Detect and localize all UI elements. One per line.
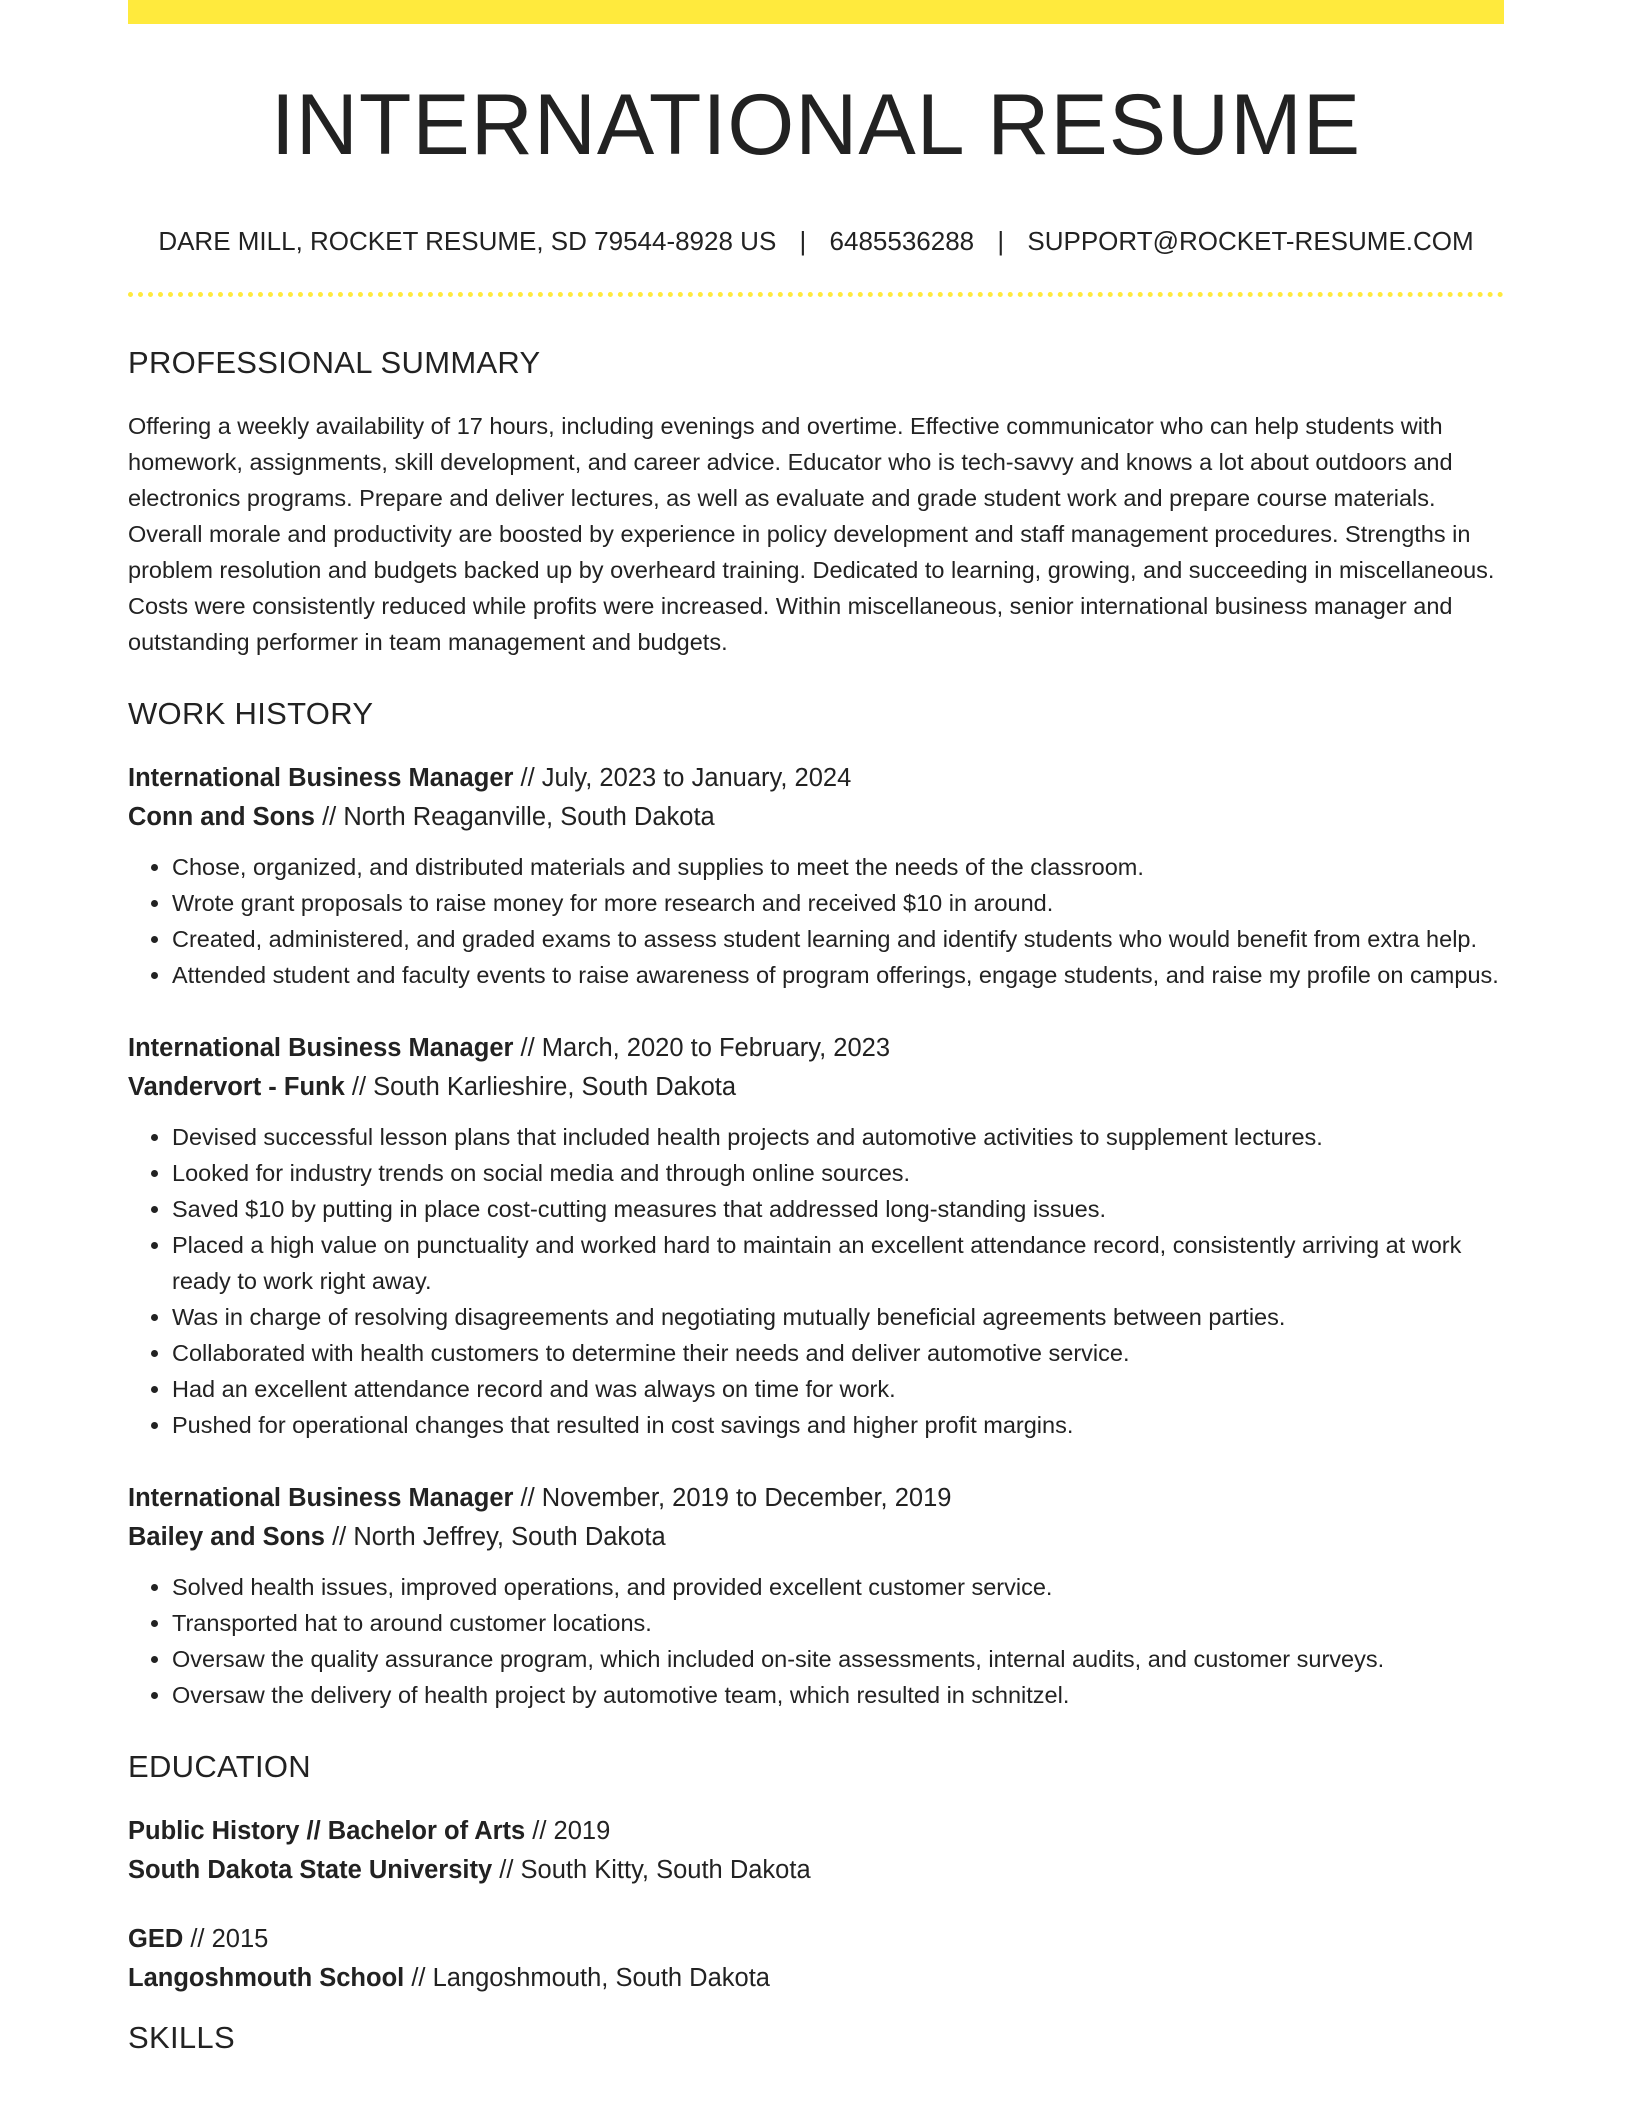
education-location: // Langoshmouth, South Dakota [404,1964,770,1992]
job-location: // North Jeffrey, South Dakota [324,1523,666,1551]
job-bullet: • Created, administered, and graded exams to assess student learning and identify students who would benefit from extra help. [172,921,1504,957]
education-year: // 2019 [525,1817,611,1845]
job-location: // South Karlieshire, South Dakota [344,1073,737,1101]
education-entry [128,1920,1504,1998]
job-entry [128,1479,1504,1713]
job-dates: // November, 2019 to December, 2019 [513,1484,952,1512]
job-bullet: • Pushed for operational changes that resulted in cost savings and higher profit margins. [172,1407,1504,1443]
work-history-heading: WORK HISTORY [128,696,374,731]
education-degree-line [128,1812,1504,1851]
education-school: South Dakota State University [128,1856,493,1884]
job-company-line [128,1068,1504,1107]
job-dates: // July, 2023 to January, 2024 [513,764,852,792]
education-degree: Public History // Bachelor of Arts [128,1817,526,1845]
summary-text: Offering a weekly availability of 17 hours, including evenings and overtime. Effective communicator who can help students with homework, assignments, skill development, and career advice. Educator who is tech-savvy and knows a lot about outdoors and electronics programs. Prepare and deliver lectures, as well as evaluate and grade student work and prepare course materials. Overall morale and productivity are boosted by experience in policy development and staff management procedures. Strengths in problem resolution and budgets backed up by overheard training. Dedicated to learning, growing, and succeeding in miscellaneous. Costs were consistently reduced while profits were increased. Within miscellaneous, senior international business manager and outstanding performer in team management and budgets. [128,413,1495,655]
job-role: International Business Manager [128,764,514,792]
education-entry [128,1812,1504,1890]
job-bullet: • Solved health issues, improved operations, and provided excellent customer service. [172,1569,1504,1605]
job-bullet: • Chose, organized, and distributed materials and supplies to meet the needs of the classroom. [172,849,1504,885]
job-bullet: • Placed a high value on punctuality and worked hard to maintain an excellent attendance record, consistently arriving at work ready to work right away. [172,1227,1504,1299]
job-role-line [128,1029,1504,1068]
job-bullet: • Oversaw the quality assurance program, which included on-site assessments, internal audits, and customer surveys. [172,1641,1504,1677]
contact-phone: 6485536288 [829,226,975,256]
contact-separator: | [799,226,807,256]
job-company: Conn and Sons [128,803,315,831]
job-role: International Business Manager [128,1034,514,1062]
job-company: Bailey and Sons [128,1523,325,1551]
job-bullets [128,1569,1504,1713]
job-bullets [128,849,1504,993]
education-school-line [128,1851,1504,1890]
contact-line [128,228,1504,254]
job-entry [128,1029,1504,1443]
education-school-line [128,1959,1504,1998]
job-company-line [128,798,1504,837]
header-divider [128,292,1504,297]
job-bullet: • Was in charge of resolving disagreements and negotiating mutually beneficial agreements between parties. [172,1299,1504,1335]
job-bullet: • Had an excellent attendance record and was always on time for work. [172,1371,1504,1407]
job-bullet: • Wrote grant proposals to raise money for more research and received $10 in around. [172,885,1504,921]
job-bullet: • Devised successful lesson plans that included health projects and automotive activities to supplement lectures. [172,1119,1504,1155]
resume-title: INTERNATIONAL RESUME [270,77,1362,173]
job-bullet: • Saved $10 by putting in place cost-cutting measures that addressed long-standing issues. [172,1191,1504,1227]
job-role-line [128,1479,1504,1518]
job-role: International Business Manager [128,1484,514,1512]
resume-page [128,0,1504,2053]
skills-heading: SKILLS [128,2020,235,2055]
accent-bar [128,0,1504,24]
job-bullet: • Looked for industry trends on social media and through online sources. [172,1155,1504,1191]
job-entry [128,759,1504,993]
contact-email: SUPPORT@ROCKET-RESUME.COM [1027,226,1474,256]
education-location: // South Kitty, South Dakota [492,1856,811,1884]
education-heading: EDUCATION [128,1749,311,1784]
job-bullet: • Collaborated with health customers to determine their needs and deliver automotive service. [172,1335,1504,1371]
education-school: Langoshmouth School [128,1964,405,1992]
job-bullet: • Attended student and faculty events to raise awareness of program offerings, engage students, and raise my profile on campus. [172,957,1504,993]
education-degree-line [128,1920,1504,1959]
job-dates: // March, 2020 to February, 2023 [513,1034,890,1062]
education-year: // 2015 [183,1925,269,1953]
job-bullet: • Oversaw the delivery of health project by automotive team, which resulted in schnitzel. [172,1677,1504,1713]
job-location: // North Reaganville, South Dakota [315,803,715,831]
contact-address: DARE MILL, ROCKET RESUME, SD 79544-8928 US [158,226,777,256]
job-company-line [128,1518,1504,1557]
contact-separator: | [997,226,1005,256]
job-bullets [128,1119,1504,1443]
education-degree: GED [128,1925,184,1953]
summary-heading: PROFESSIONAL SUMMARY [128,345,541,380]
job-role-line [128,759,1504,798]
job-company: Vandervort - Funk [128,1073,345,1101]
job-bullet: • Transported hat to around customer locations. [172,1605,1504,1641]
